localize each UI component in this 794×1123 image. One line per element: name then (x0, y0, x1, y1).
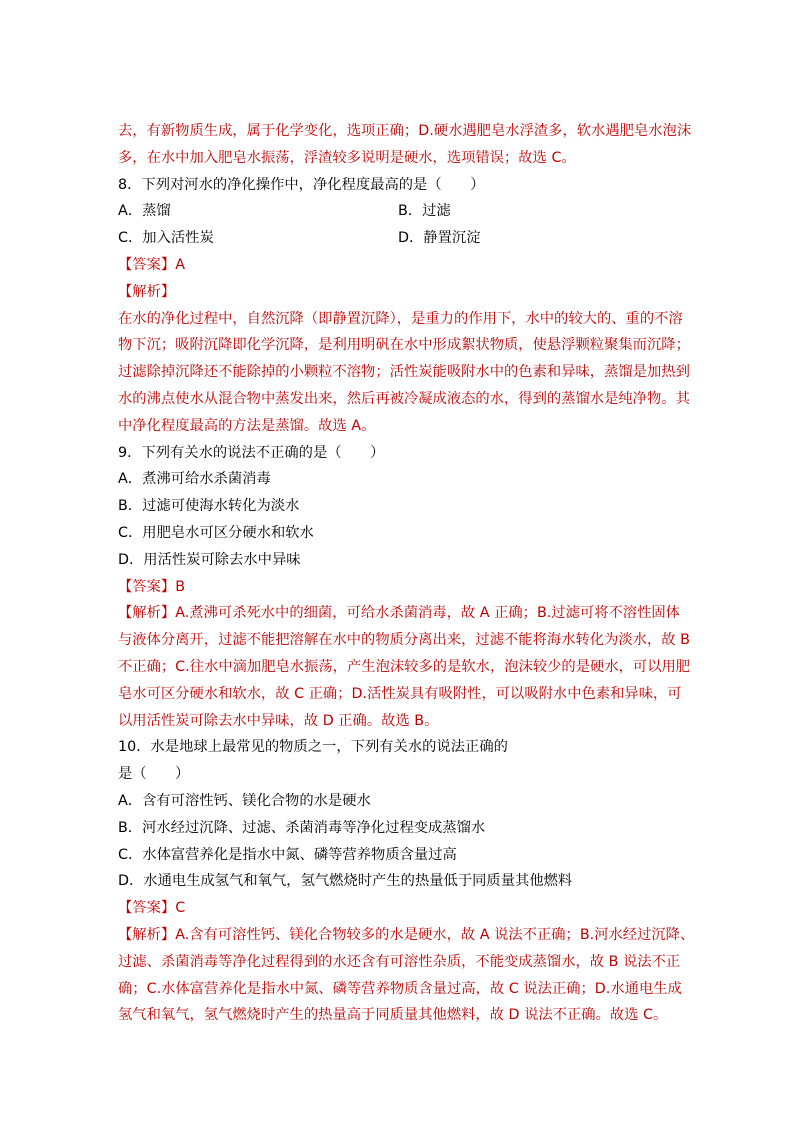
question-8-analysis-line: 过滤除掉沉降还不能除掉的小颗粒不溶物；活性炭能吸附水中的色素和异味，蒸馏是加热到 (118, 364, 690, 381)
option-a: A．含有可溶性钙、镁化合物的水是硬水 (118, 792, 371, 809)
question-9-analysis-line: 不正确；C.往水中滴加肥皂水振荡，产生泡沫较多的是软水，泡沫较少的是硬水，可以用肥 (118, 658, 691, 675)
question-8-analysis-label: 【解析】 (118, 283, 176, 300)
question-10-analysis-first-line (118, 922, 695, 949)
continued-analysis-line-2: 多，在水中加入肥皂水振荡，浮渣较多说明是硬水，选项错误；故选 C。 (118, 149, 576, 166)
analysis-text: A.含有可溶性钙、镁化合物较多的水是硬水，故 A 说法不正确；B.河水经过沉降、 (175, 926, 695, 943)
question-8-analysis-line: 水的沸点使水从混合物中蒸发出来，然后再被冷凝成液态的水，得到的蒸馏水是纯净物。其 (118, 390, 690, 407)
analysis-label: 【解析】 (118, 926, 176, 943)
answer-label: 【答案】 (118, 900, 176, 917)
page-content (118, 118, 695, 1029)
continued-analysis-line-1: 去，有新物质生成，属于化学变化，选项正确；D.硬水遇肥皂水浮渣多，软水遇肥皂水泡沫 (118, 123, 692, 139)
question-10-analysis-line: 过滤、杀菌消毒等净化过程得到的水还含有可溶性杂质，不能变成蒸馏水，故 B 说法不正 (118, 953, 681, 970)
option-a: A．煮沸可给水杀菌消毒 (118, 471, 271, 488)
option-d: D．水通电生成氢气和氧气，氢气燃烧时产生的热量低于同质量其他燃料 (118, 873, 573, 890)
option-b: B．河水经过沉降、过滤、杀菌消毒等净化过程变成蒸馏水 (118, 819, 486, 836)
question-10-analysis-line: 确；C.水体富营养化是指水中氮、磷等营养物质含量过高，故 C 说法正确；D.水通电生成 (118, 980, 682, 997)
question-10-analysis-line: 氢气和氧气，氢气燃烧时产生的热量高于同质量其他燃料，故 D 说法不正确。故选 C。 (118, 1007, 668, 1024)
question-8-options-row-2 (118, 225, 678, 252)
question-9-answer (118, 574, 678, 601)
option-b: B．过滤可使海水转化为淡水 (118, 498, 300, 515)
option-c: C．用肥皂水可区分硬水和软水 (118, 524, 314, 541)
option-d: D．用活性炭可除去水中异味 (118, 551, 301, 568)
question-8-analysis-line: 在水的净化过程中，自然沉降（即静置沉降），是重力的作用下，水中的较大的、重的不溶 (118, 310, 683, 327)
question-9-stem: 9．下列有关水的说法不正确的是（ ） (118, 444, 385, 461)
question-10-answer (118, 895, 678, 922)
option-a: A．蒸馏 (118, 203, 171, 220)
answer-value: B (175, 578, 185, 595)
answer-label: 【答案】 (118, 256, 176, 273)
question-8-options-row-1 (118, 198, 678, 225)
question-9-analysis-first-line (118, 600, 678, 627)
question-10-stem-line-2: 是（ ） (118, 766, 190, 783)
question-9-analysis-line: 与液体分离开，过滤不能把溶解在水中的物质分离出来，过滤不能将海水转化为淡水，故 B (118, 632, 690, 649)
answer-label: 【答案】 (118, 578, 176, 595)
option-d: D．静置沉淀 (398, 230, 481, 247)
answer-value: A (175, 256, 185, 273)
question-8-analysis-line: 中净化程度最高的方法是蒸馏。故选 A。 (118, 417, 376, 434)
question-9-analysis-line: 以用活性炭可除去水中异味，故 D 正确。故选 B。 (118, 712, 439, 729)
analysis-label: 【解析】 (118, 605, 176, 622)
option-c: C．加入活性炭 (118, 230, 214, 247)
answer-value: C (175, 900, 186, 917)
analysis-text: A.煮沸可杀死水中的细菌，可给水杀菌消毒，故 A 正确；B.过滤可将不溶性固体 (175, 605, 680, 622)
question-10-stem-line-1: 10．水是地球上最常见的物质之一，下列有关水的说法正确的 (118, 739, 508, 756)
option-c: C．水体富营养化是指水中氮、磷等营养物质含量过高 (118, 846, 457, 863)
question-8-answer (118, 252, 678, 279)
question-9-analysis-line: 皂水可区分硬水和软水，故 C 正确；D.活性炭具有吸附性，可以吸附水中色素和异味，可 (118, 685, 682, 702)
question-8-analysis-line: 物下沉；吸附沉降即化学沉降，是利用明矾在水中形成絮状物质，使悬浮颗粒聚集而沉降； (118, 337, 690, 354)
option-b: B．过滤 (398, 203, 451, 220)
question-8-stem: 8．下列对河水的净化操作中，净化程度最高的是（ ） (118, 176, 485, 193)
